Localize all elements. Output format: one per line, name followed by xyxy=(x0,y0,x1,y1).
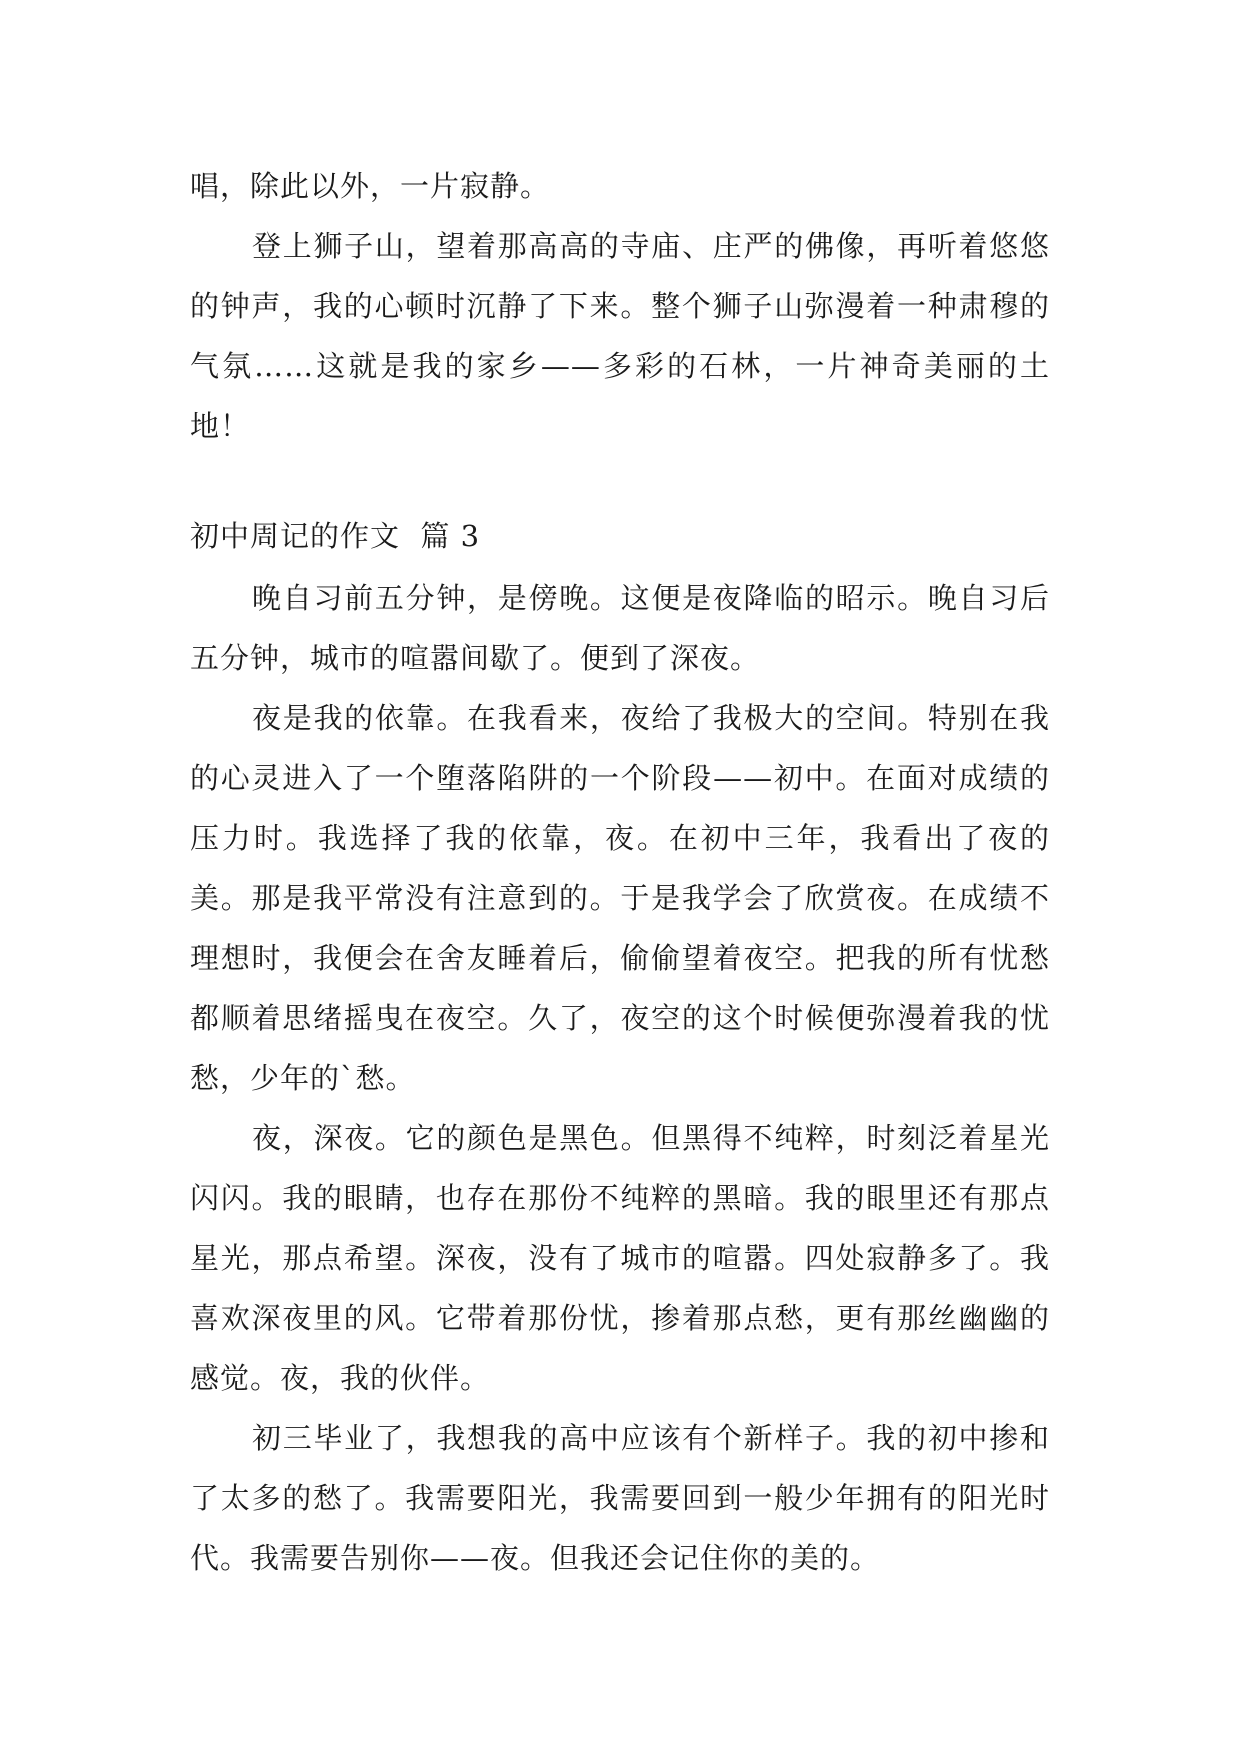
paragraph: 夜，深夜。它的颜色是黑色。但黑得不纯粹，时刻泛着星光闪闪。我的眼睛，也存在那份不纯粹的黑暗。我的眼里还有那点星光，那点希望。深夜，没有了城市的喧嚣。四处寂静多了。我喜欢深夜里的风。它带着那份忧，掺着那点愁，更有那丝幽幽的感觉。夜，我的伙伴。 xyxy=(190,1121,1050,1395)
section-title: 初中周记的作文 篇 3 xyxy=(190,519,481,553)
paragraph: 夜是我的依靠。在我看来，夜给了我极大的空间。特别在我的心灵进入了一个堕落陷阱的一个阶段——初中。在面对成绩的压力时。我选择了我的依靠，夜。在初中三年，我看出了夜的美。那是我平常没有注意到的。于是我学会了欣赏夜。在成绩不理想时，我便会在舍友睡着后，偷偷望着夜空。把我的所有忧愁都顺着思绪摇曳在夜空。久了，夜空的这个时候便弥漫着我的忧愁，少年的`愁。 xyxy=(190,701,1050,1095)
paragraph: 晚自习前五分钟，是傍晚。这便是夜降临的昭示。晚自习后五分钟，城市的喧嚣间歇了。便到了深夜。 xyxy=(190,581,1050,675)
previous-essay-ending xyxy=(190,156,1050,456)
paragraph: 登上狮子山，望着那高高的寺庙、庄严的佛像，再听着悠悠的钟声，我的心顿时沉静了下来。整个狮子山弥漫着一种肃穆的气氛……这就是我的家乡——多彩的石林，一片神奇美丽的土地！ xyxy=(190,229,1050,443)
essay-body xyxy=(190,568,1050,1588)
paragraph: 初三毕业了，我想我的高中应该有个新样子。我的初中掺和了太多的愁了。我需要阳光，我需要回到一般少年拥有的阳光时代。我需要告别你——夜。但我还会记住你的美的。 xyxy=(190,1421,1050,1575)
paragraph: 唱，除此以外，一片寂静。 xyxy=(190,169,551,203)
